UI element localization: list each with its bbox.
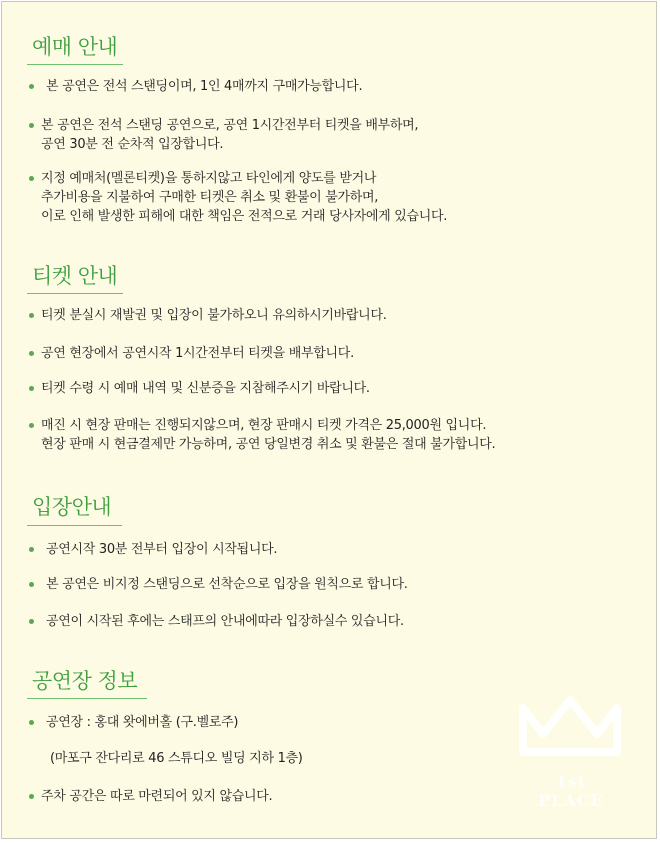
venue-name: 공연장 : 홍대 왓에버홀 (구.벨로주) xyxy=(46,715,239,730)
bullet-icon xyxy=(29,423,34,428)
notice-panel xyxy=(1,1,657,839)
bullet-icon xyxy=(29,84,34,89)
bullet-icon xyxy=(29,176,34,181)
bullet-icon xyxy=(29,386,34,391)
bullet-icon xyxy=(29,547,34,552)
title-underline xyxy=(27,525,122,526)
item-text: 본 공연은 전석 스탠딩 공연으로, 공연 1시간전부터 티켓을 배부하며, 공연 30분 전 순차적 입장합니다. xyxy=(41,118,419,152)
item-text: 공연이 시작된 후에는 스태프의 안내에따라 입장하실수 있습니다. xyxy=(46,614,404,629)
bullet-icon xyxy=(29,351,34,356)
section-title: 공연장 정보 xyxy=(32,669,138,693)
item-text: 티켓 분실시 재발권 및 입장이 불가하오니 유의하시기바랍니다. xyxy=(41,308,387,323)
section-title: 입장안내 xyxy=(32,495,112,519)
bullet-icon xyxy=(29,313,34,318)
item-text: 주차 공간은 따로 마련되어 있지 않습니다. xyxy=(41,789,273,804)
bullet-icon xyxy=(29,720,34,725)
title-underline xyxy=(27,64,123,65)
bullet-icon xyxy=(29,794,34,799)
bullet-icon xyxy=(29,619,34,624)
title-underline xyxy=(27,293,123,294)
bullet-icon xyxy=(29,582,34,587)
item-text: 매진 시 현장 판매는 진행되지않으며, 현장 판매시 티켓 가격은 25,000원 입니다. 현장 판매 시 현금결제만 가능하며, 공연 당일변경 취소 및 환불은 절대 불가합니다. xyxy=(41,418,496,452)
logo-text: 1st PLACE xyxy=(538,772,604,810)
section-title: 티켓 안내 xyxy=(32,264,118,288)
section-title: 예매 안내 xyxy=(32,35,118,59)
item-text: 본 공연은 비지정 스탠딩으로 선착순으로 입장을 원칙으로 합니다. xyxy=(46,577,408,592)
item-text: 티켓 수령 시 예매 내역 및 신분증을 지참해주시기 바랍니다. xyxy=(41,381,370,396)
venue-address: (마포구 잔다리로 46 스튜디오 빌딩 지하 1층) xyxy=(50,751,303,766)
bullet-icon xyxy=(29,123,34,128)
item-text: 지정 예매처(멜론티켓)을 통하지않고 타인에게 양도를 받거나 추가비용을 지불하여 구매한 티켓은 취소 및 환불이 불가하며, 이로 인해 발생한 피해에 대한 책임은 전적으로 거래 당사자에게 있습니다. xyxy=(41,171,448,224)
item-text: 본 공연은 전석 스탠딩이며, 1인 4매까지 구매가능합니다. xyxy=(46,79,363,94)
item-text: 공연시작 30분 전부터 입장이 시작됩니다. xyxy=(46,542,278,557)
item-text: 공연 현장에서 공연시작 1시간전부터 티켓을 배부합니다. xyxy=(41,346,354,361)
title-underline xyxy=(27,698,147,699)
